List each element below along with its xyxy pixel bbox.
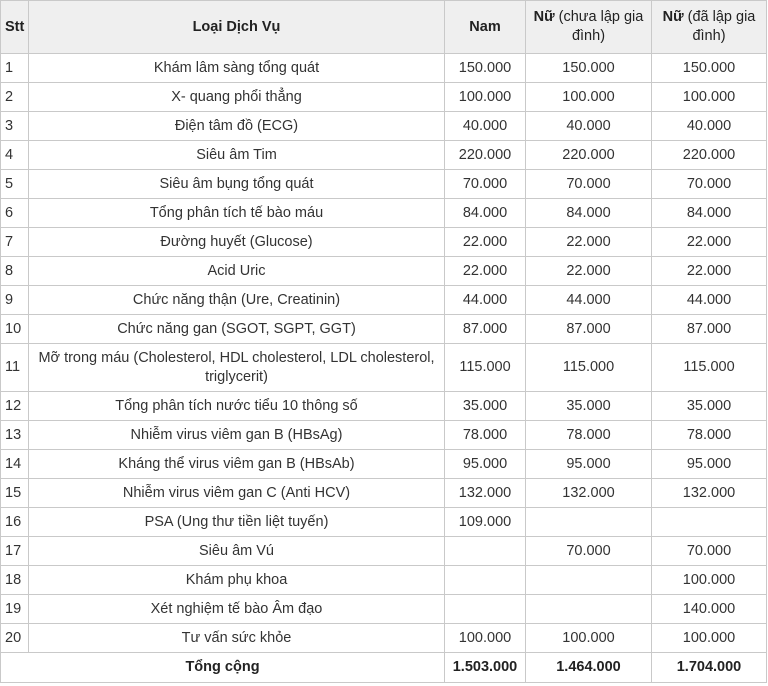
cell-female-single [526, 595, 652, 624]
cell-service: Chức năng thận (Ure, Creatinin) [29, 286, 445, 315]
cell-service: Chức năng gan (SGOT, SGPT, GGT) [29, 315, 445, 344]
cell-service: Siêu âm Vú [29, 537, 445, 566]
cell-stt: 13 [1, 421, 29, 450]
cell-stt: 10 [1, 315, 29, 344]
cell-male: 22.000 [445, 228, 526, 257]
cell-male: 78.000 [445, 421, 526, 450]
cell-male: 132.000 [445, 479, 526, 508]
cell-male: 84.000 [445, 199, 526, 228]
table-row [1, 450, 767, 479]
header-female-married-rest: (đã lập gia đình) [683, 9, 756, 44]
cell-female-single [526, 566, 652, 595]
cell-stt: 5 [1, 170, 29, 199]
cell-service: Tư vấn sức khỏe [29, 624, 445, 653]
cell-female-single: 78.000 [526, 421, 652, 450]
header-female-married [652, 1, 767, 54]
cell-female-single: 22.000 [526, 257, 652, 286]
cell-female-single: 100.000 [526, 624, 652, 653]
cell-service: Khám phụ khoa [29, 566, 445, 595]
cell-female-married: 132.000 [652, 479, 767, 508]
cell-male: 40.000 [445, 112, 526, 141]
table-row [1, 595, 767, 624]
cell-male: 87.000 [445, 315, 526, 344]
header-male: Nam [445, 1, 526, 54]
cell-female-married: 150.000 [652, 54, 767, 83]
cell-female-married: 22.000 [652, 228, 767, 257]
cell-male: 22.000 [445, 257, 526, 286]
cell-service: X- quang phổi thẳng [29, 83, 445, 112]
table-row [1, 199, 767, 228]
cell-female-single: 44.000 [526, 286, 652, 315]
table-row [1, 141, 767, 170]
header-female-single-rest: (chưa lập gia đình) [554, 9, 644, 44]
cell-female-single: 35.000 [526, 392, 652, 421]
cell-stt: 19 [1, 595, 29, 624]
cell-female-married: 95.000 [652, 450, 767, 479]
cell-stt: 7 [1, 228, 29, 257]
cell-male: 100.000 [445, 83, 526, 112]
table-row [1, 624, 767, 653]
cell-service: Mỡ trong máu (Cholesterol, HDL cholesterol, LDL cholesterol, triglycerit) [29, 344, 445, 392]
cell-female-single: 40.000 [526, 112, 652, 141]
cell-male: 150.000 [445, 54, 526, 83]
cell-stt: 18 [1, 566, 29, 595]
cell-female-married: 44.000 [652, 286, 767, 315]
cell-service: Khám lâm sàng tổng quát [29, 54, 445, 83]
cell-female-married: 22.000 [652, 257, 767, 286]
cell-male: 35.000 [445, 392, 526, 421]
total-female-single: 1.464.000 [526, 653, 652, 683]
cell-stt: 12 [1, 392, 29, 421]
cell-female-single: 70.000 [526, 170, 652, 199]
cell-male: 115.000 [445, 344, 526, 392]
cell-female-married: 84.000 [652, 199, 767, 228]
cell-stt: 15 [1, 479, 29, 508]
table-row [1, 508, 767, 537]
cell-female-married: 100.000 [652, 566, 767, 595]
cell-stt: 1 [1, 54, 29, 83]
cell-female-married: 100.000 [652, 83, 767, 112]
cell-female-single: 100.000 [526, 83, 652, 112]
cell-service: Tổng phân tích tế bào máu [29, 199, 445, 228]
cell-female-single: 115.000 [526, 344, 652, 392]
cell-stt: 20 [1, 624, 29, 653]
table-row [1, 344, 767, 392]
cell-stt: 2 [1, 83, 29, 112]
cell-female-single: 70.000 [526, 537, 652, 566]
cell-service: Điện tâm đồ (ECG) [29, 112, 445, 141]
cell-male: 70.000 [445, 170, 526, 199]
cell-female-married: 78.000 [652, 421, 767, 450]
cell-stt: 6 [1, 199, 29, 228]
cell-female-single: 220.000 [526, 141, 652, 170]
table-row [1, 392, 767, 421]
cell-female-single: 150.000 [526, 54, 652, 83]
cell-service: Nhiễm virus viêm gan B (HBsAg) [29, 421, 445, 450]
cell-service: Nhiễm virus viêm gan C (Anti HCV) [29, 479, 445, 508]
cell-female-single: 22.000 [526, 228, 652, 257]
cell-female-married [652, 508, 767, 537]
cell-female-single: 84.000 [526, 199, 652, 228]
table-row [1, 112, 767, 141]
total-female-married: 1.704.000 [652, 653, 767, 683]
table-row [1, 286, 767, 315]
table-row [1, 421, 767, 450]
cell-male: 95.000 [445, 450, 526, 479]
cell-service: Acid Uric [29, 257, 445, 286]
cell-male: 100.000 [445, 624, 526, 653]
cell-service: Xét nghiệm tế bào Âm đạo [29, 595, 445, 624]
cell-stt: 11 [1, 344, 29, 392]
cell-stt: 14 [1, 450, 29, 479]
cell-service: Siêu âm Tim [29, 141, 445, 170]
total-label: Tổng cộng [1, 653, 445, 683]
cell-service: Đường huyết (Glucose) [29, 228, 445, 257]
cell-stt: 16 [1, 508, 29, 537]
cell-female-married: 100.000 [652, 624, 767, 653]
table-row [1, 315, 767, 344]
cell-service: PSA (Ung thư tiền liệt tuyến) [29, 508, 445, 537]
table-row [1, 537, 767, 566]
header-female-single-bold: Nữ [533, 9, 555, 25]
cell-stt: 4 [1, 141, 29, 170]
cell-male: 44.000 [445, 286, 526, 315]
table-row [1, 566, 767, 595]
header-female-married-bold: Nữ [662, 9, 684, 25]
total-male: 1.503.000 [445, 653, 526, 683]
table-row [1, 83, 767, 112]
cell-female-married: 140.000 [652, 595, 767, 624]
cell-female-married: 70.000 [652, 170, 767, 199]
cell-male: 220.000 [445, 141, 526, 170]
table-row [1, 54, 767, 83]
table-row [1, 479, 767, 508]
cell-female-married: 220.000 [652, 141, 767, 170]
total-row [1, 653, 767, 683]
cell-stt: 17 [1, 537, 29, 566]
cell-female-single: 87.000 [526, 315, 652, 344]
cell-service: Siêu âm bụng tổng quát [29, 170, 445, 199]
cell-female-married: 115.000 [652, 344, 767, 392]
table-row [1, 170, 767, 199]
table-row [1, 228, 767, 257]
header-female-single [526, 1, 652, 54]
table-row [1, 257, 767, 286]
cell-female-married: 40.000 [652, 112, 767, 141]
cell-female-married: 35.000 [652, 392, 767, 421]
cell-male [445, 595, 526, 624]
cell-stt: 9 [1, 286, 29, 315]
cell-female-married: 87.000 [652, 315, 767, 344]
header-stt: Stt [1, 1, 29, 54]
cell-female-single: 132.000 [526, 479, 652, 508]
cell-service: Tổng phân tích nước tiểu 10 thông số [29, 392, 445, 421]
cell-stt: 8 [1, 257, 29, 286]
cell-male [445, 566, 526, 595]
header-row [1, 1, 767, 54]
cell-male [445, 537, 526, 566]
cell-female-single [526, 508, 652, 537]
cell-female-married: 70.000 [652, 537, 767, 566]
cell-service: Kháng thể virus viêm gan B (HBsAb) [29, 450, 445, 479]
header-service: Loại Dịch Vụ [29, 1, 445, 54]
cell-stt: 3 [1, 112, 29, 141]
cell-male: 109.000 [445, 508, 526, 537]
cell-female-single: 95.000 [526, 450, 652, 479]
